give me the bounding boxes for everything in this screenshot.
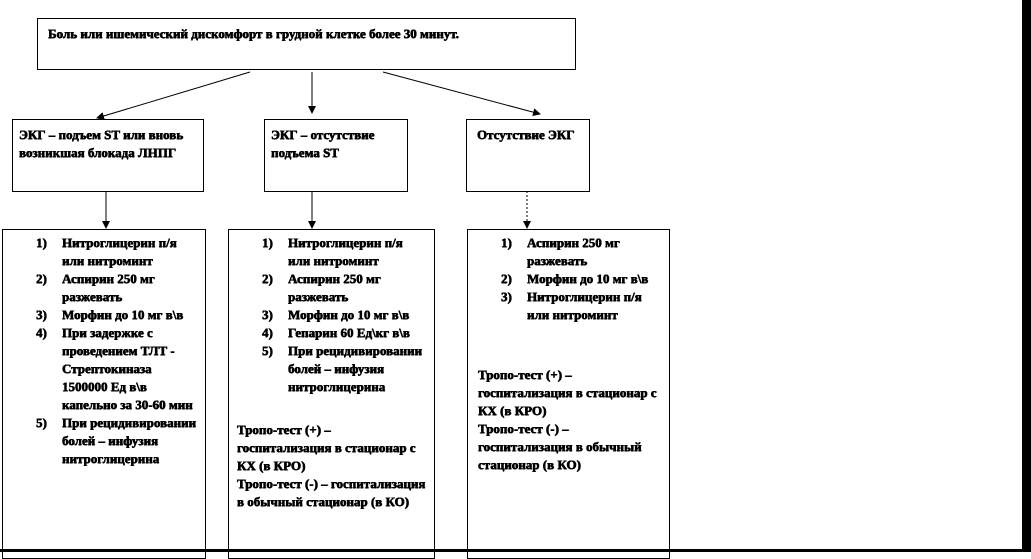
actions-box-3 [467,229,670,559]
branch-2-title: ЭКГ – отсутствие подъема ST [271,127,375,160]
actions-2-list [262,234,428,396]
actions-2-note-1: Тропо-тест (+) – госпитализация в стационар с КХ (в КРО) [237,422,416,473]
right-edge-fill [1022,0,1031,552]
list-item: 1) Нитроглицерин п/я или нитроминт [36,235,177,268]
actions-3-list [501,234,661,324]
top-box [37,18,576,70]
list-item: 4) Гепарин 60 Ед\кг в\в [262,325,410,340]
list-item: 5) При рецидивировании болей – инфузия нитроглицерина [262,343,423,394]
arrow-to-branch-1 [97,72,250,118]
actions-2-note-2: Тропо-тест (-) – госпитализация в обычный стационар (в КО) [237,476,426,509]
branch-1-title: ЭКГ – подъем ST или вновь возникшая блокада ЛНПГ [19,127,184,160]
arrow-to-branch-3 [383,72,540,114]
list-item: 3) Нитроглицерин п/я или нитроминт [501,289,642,322]
list-item: 3) Морфин до 10 мг в\в [262,307,410,322]
list-item: 1) Нитроглицерин п/я или нитроминт [262,235,403,268]
list-item: 2) Морфин до 10 мг в\в [501,271,649,286]
list-item: 2) Аспирин 250 мг разжевать [262,271,381,304]
list-item: 5) При рецидивировании болей – инфузия нитроглицерина [36,415,197,466]
list-item: 3) Морфин до 10 мг в\в [36,307,184,322]
actions-box-1 [2,229,206,559]
list-item: 4) При задержке с проведением ТЛТ - Стрептокиназа 1500000 Ед в\в капельно за 30-60 мин [36,325,193,412]
branch-box-2 [264,119,408,192]
branch-3-title: Отсутствие ЭКГ [477,127,575,142]
actions-1-list [36,234,197,468]
actions-3-note-2: Тропо-тест (-) – госпитализация в обычный стационар (в КО) [478,421,642,472]
branch-box-1 [12,119,204,192]
actions-box-2 [228,229,435,559]
list-item: 2) Аспирин 250 мг разжевать [36,271,155,304]
list-item: 1) Аспирин 250 мг разжевать [501,235,620,268]
actions-3-note-1: Тропо-тест (+) – госпитализация в стационар с КХ (в КРО) [478,367,657,418]
branch-box-3 [466,119,590,192]
top-box-text: Боль или ишемический дискомфорт в грудной клетке более 30 минут. [48,26,459,41]
